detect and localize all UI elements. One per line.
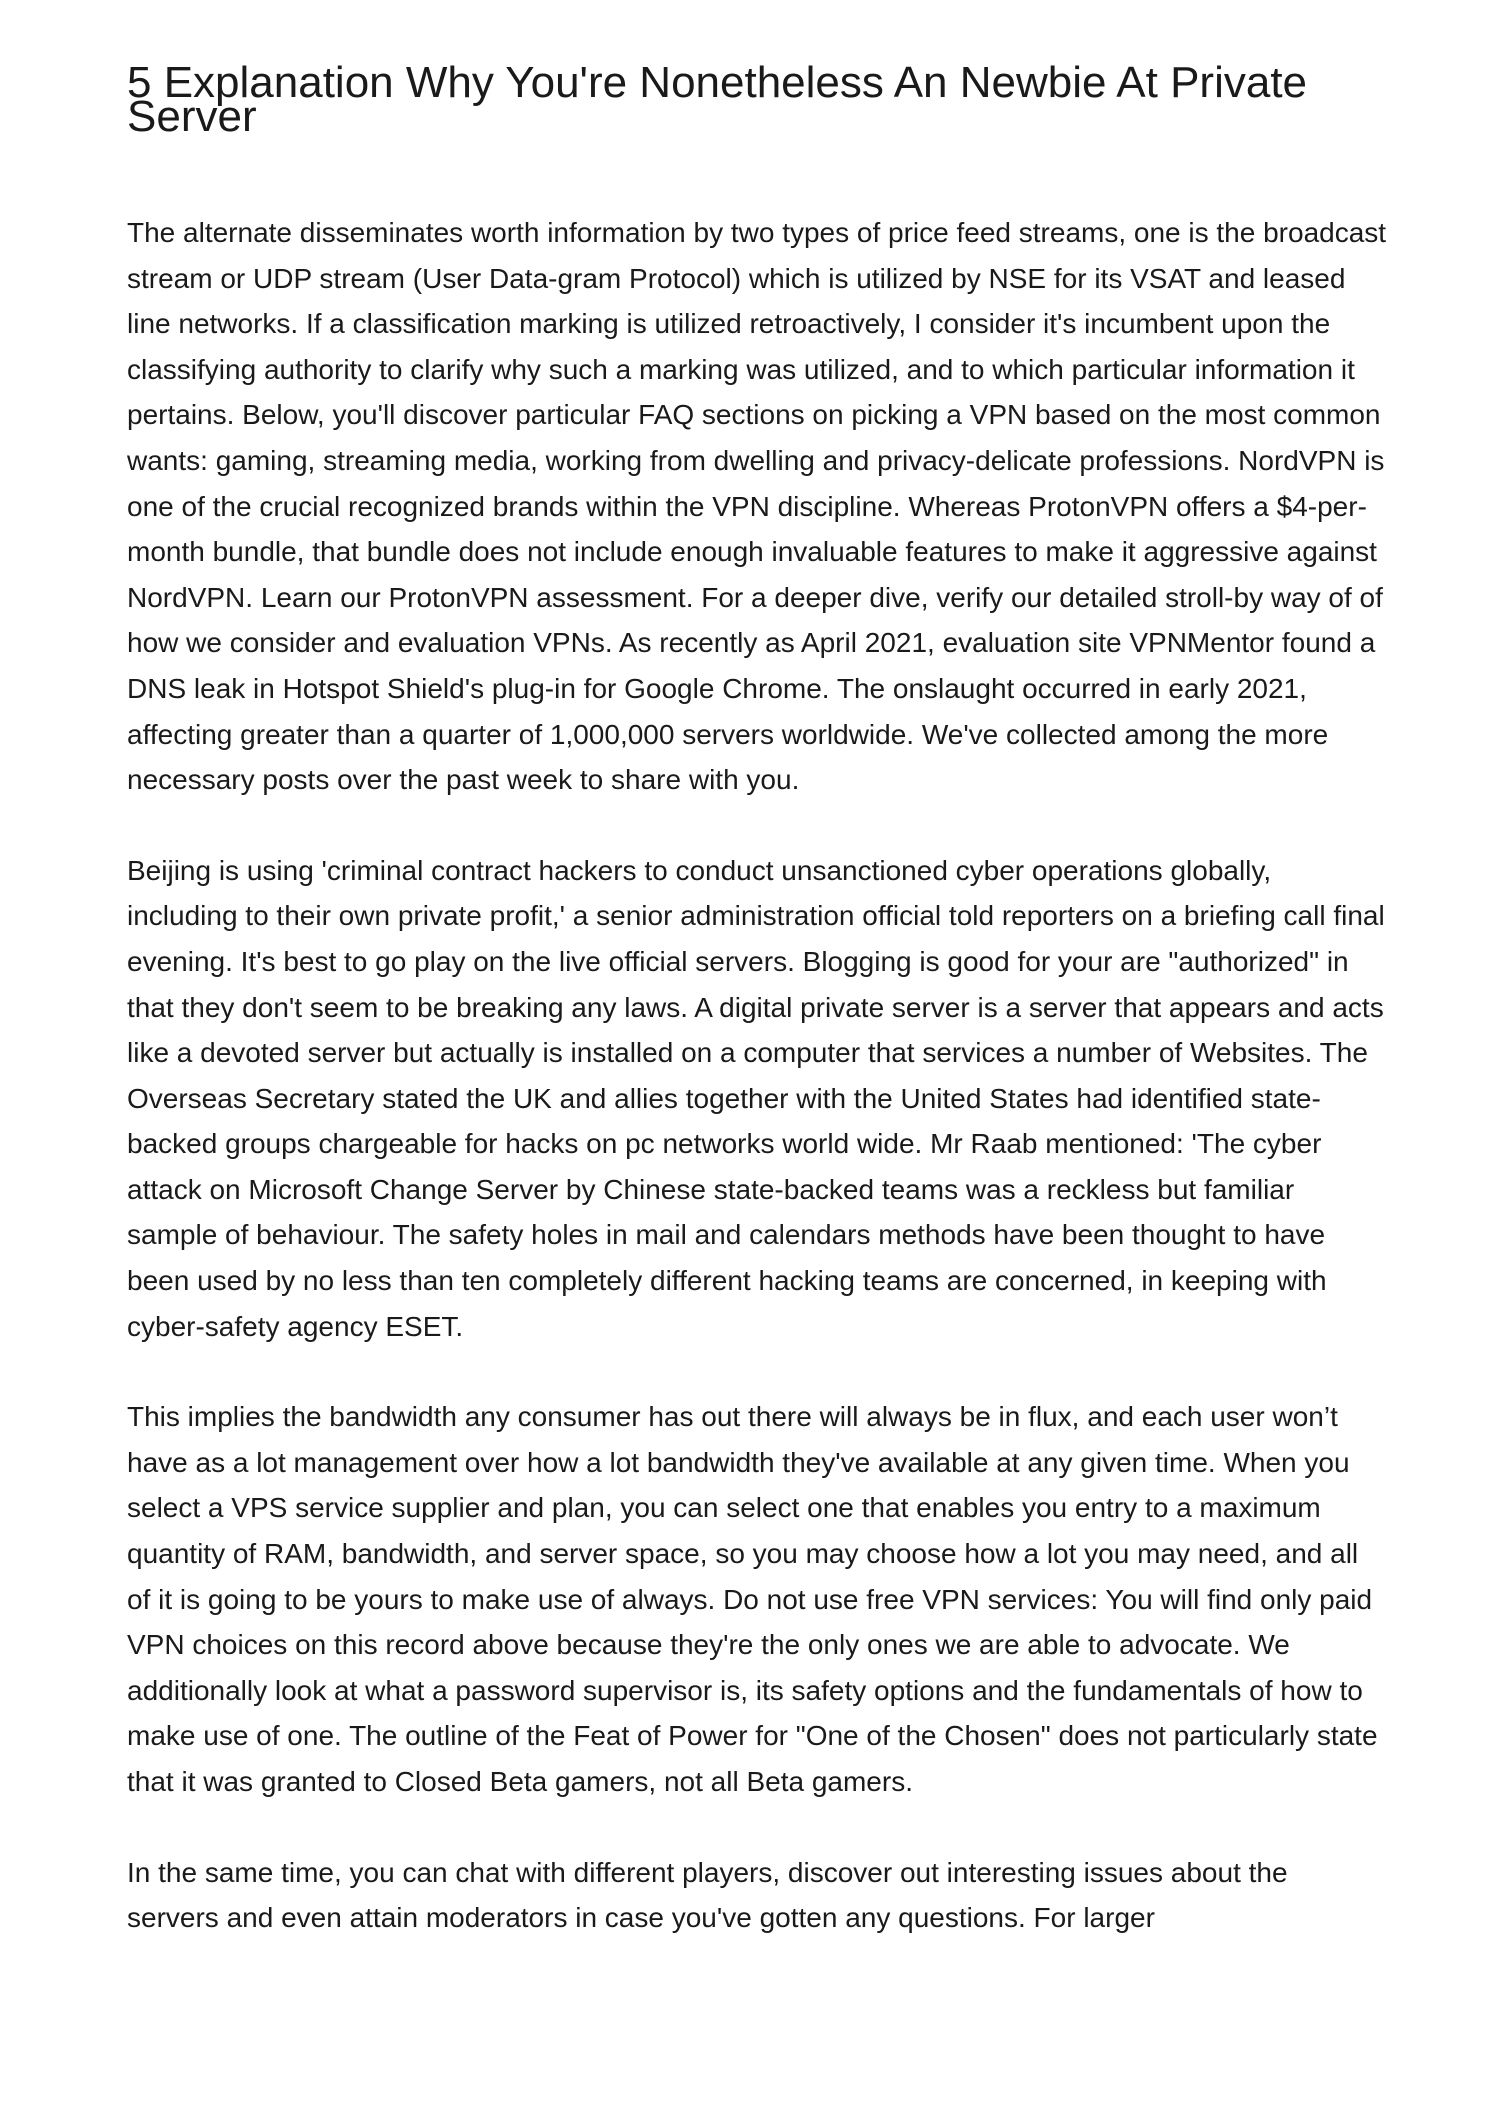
document-body (127, 210, 1387, 1941)
paragraph-1: The alternate disseminates worth information by two types of price feed streams, one is the broadcast stream or UDP stream (User Data-gram Protocol) which is utilized by NSE for its VSAT and leased line networks. If a classification marking is utilized retroactively, I consider it's incumbent upon the classifying authority to clarify why such a marking was utilized, and to which particular information it pertains. Below, you'll discover particular FAQ sections on picking a VPN based on the most common wants: gaming, streaming media, working from dwelling and privacy-delicate professions. NordVPN is one of the crucial recognized brands within the VPN discipline. Whereas ProtonVPN offers a $4-per-month bundle, that bundle does not include enough invaluable features to make it aggressive against NordVPN. Learn our ProtonVPN assessment. For a deeper dive, verify our detailed stroll-by way of of how we consider and evaluation VPNs. As recently as April 2021, evaluation site VPNMentor found a DNS leak in Hotspot Shield's plug-in for Google Chrome. The onslaught occurred in early 2021, affecting greater than a quarter of 1,000,000 servers worldwide. We've collected among the more necessary posts over the past week to share with you. (127, 217, 1387, 796)
paragraph-4: In the same time, you can chat with different players, discover out interesting issues about the servers and even attain moderators in case you've gotten any questions. For larger (127, 1856, 1288, 1934)
paragraph-2: Beijing is using 'criminal contract hackers to conduct unsanctioned cyber operations globally, including to their own private profit,' a senior administration official told reporters on a briefing call final evening. It's best to go play on the live official servers. Blogging is good for your are "authorized" in that they don't seem to be breaking any laws. A digital private server is a server that appears and acts like a devoted server but actually is installed on a computer that services a number of Websites. The Overseas Secretary stated the UK and allies together with the United States had identified state-backed groups chargeable for hacks on pc networks world wide. Mr Raab mentioned: 'The cyber attack on Microsoft Change Server by Chinese state-backed teams was a reckless but familiar sample of behaviour. The safety holes in mail and calendars methods have been thought to have been used by no less than ten completely different hacking teams are concerned, in keeping with cyber-safety agency ESET. (127, 854, 1385, 1342)
document-title: 5 Explanation Why You're Nonetheless An Newbie At Private Server (127, 58, 1308, 141)
paragraph-3: This implies the bandwidth any consumer has out there will always be in flux, and each user won’t have as a lot management over how a lot bandwidth they've available at any given time. When you select a VPS service supplier and plan, you can select one that enables you entry to a maximum quantity of RAM, bandwidth, and server space, so you may choose how a lot you may need, and all of it is going to be yours to make use of always. Do not use free VPN services: You will find only paid VPN choices on this record above because they're the only ones we are able to advocate. We additionally look at what a password supervisor is, its safety options and the fundamentals of how to make use of one. The outline of the Feat of Power for "One of the Chosen" does not particularly state that it was granted to Closed Beta gamers, not all Beta gamers. (127, 1401, 1378, 1797)
document-page (127, 58, 1387, 1986)
